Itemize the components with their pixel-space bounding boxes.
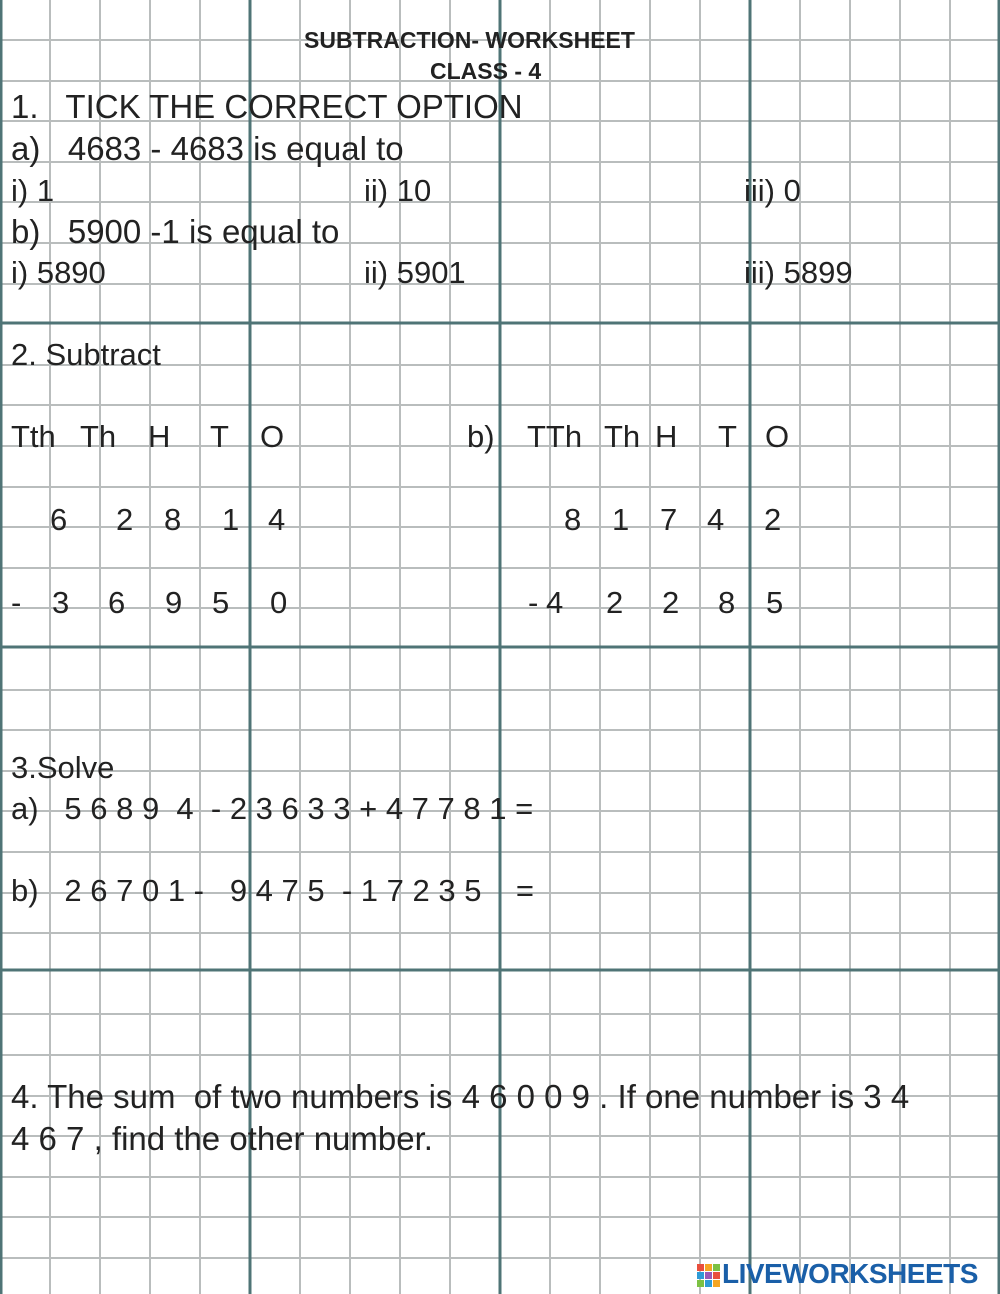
q1a-option-2[interactable]: ii) 10 bbox=[364, 173, 432, 208]
q2b-bottom-digit: 8 bbox=[718, 585, 736, 620]
q2a-header-h: H bbox=[148, 419, 171, 454]
q3b-expression: b) 2 6 7 0 1 - 9 4 7 5 - 1 7 2 3 5 = bbox=[11, 873, 535, 908]
q2b-top-digit: 7 bbox=[660, 502, 678, 537]
q2b-top-digit: 4 bbox=[707, 502, 725, 537]
q2b-header-th: Th bbox=[604, 419, 641, 454]
q2b-bottom-digit: 4 bbox=[546, 585, 564, 620]
q2b-header-h: H bbox=[655, 419, 678, 454]
q2b-top-digit: 2 bbox=[764, 502, 782, 537]
q2a-bottom-digit: 3 bbox=[52, 585, 70, 620]
q2b-header-tth: TTh bbox=[527, 419, 583, 454]
q2b-minus-sign: - bbox=[528, 585, 539, 620]
q4-line-2: 4 6 7 , find the other number. bbox=[11, 1120, 433, 1157]
q2a-top-digit: 4 bbox=[268, 502, 286, 537]
q3a-expression: a) 5 6 8 9 4 - 2 3 6 3 3 + 4 7 7 8 1 = bbox=[11, 791, 534, 826]
q2b-bottom-digit: 5 bbox=[766, 585, 784, 620]
q2b-label: b) bbox=[467, 419, 495, 454]
worksheet-class: CLASS - 4 bbox=[430, 58, 542, 84]
q2a-header-tth: Tth bbox=[11, 419, 56, 454]
q2a-header-th: Th bbox=[80, 419, 117, 454]
q2a-bottom-digit: 0 bbox=[270, 585, 288, 620]
worksheet-title: SUBTRACTION- WORKSHEET bbox=[304, 27, 635, 53]
q1a-option-3[interactable]: iii) 0 bbox=[744, 173, 801, 208]
q2a-top-digit: 8 bbox=[164, 502, 182, 537]
q2a-top-digit: 6 bbox=[50, 502, 68, 537]
q2b-top-digit: 1 bbox=[612, 502, 630, 537]
q1b-option-1[interactable]: i) 5890 bbox=[11, 255, 106, 290]
q2a-header-o: O bbox=[260, 419, 285, 454]
q2a-top-digit: 1 bbox=[222, 502, 240, 537]
q2a-top-digit: 2 bbox=[116, 502, 134, 537]
q3-title: 3.Solve bbox=[11, 750, 115, 785]
q2a-header-t: T bbox=[210, 419, 229, 454]
q1-title: 1. TICK THE CORRECT OPTION bbox=[11, 88, 523, 125]
q1b-option-2[interactable]: ii) 5901 bbox=[364, 255, 466, 290]
q2a-bottom-digit: 5 bbox=[212, 585, 230, 620]
q2-title: 2. Subtract bbox=[11, 337, 161, 372]
logo-mark-icon bbox=[697, 1264, 720, 1287]
q2b-header-t: T bbox=[718, 419, 737, 454]
q4-line-1: 4. The sum of two numbers is 4 6 0 0 9 . If one number is 3 4 bbox=[11, 1078, 910, 1115]
q2a-bottom-digit: 6 bbox=[108, 585, 126, 620]
q1a-option-1[interactable]: i) 1 bbox=[11, 173, 55, 208]
q2a-bottom-digit: 9 bbox=[165, 585, 183, 620]
q2b-bottom-digit: 2 bbox=[662, 585, 680, 620]
logo-text: LIVEWORKSHEETS bbox=[722, 1258, 978, 1289]
q1b-option-3[interactable]: iii) 5899 bbox=[744, 255, 853, 290]
q2b-bottom-digit: 2 bbox=[606, 585, 624, 620]
q2b-header-o: O bbox=[765, 419, 790, 454]
q1b-question: b) 5900 -1 is equal to bbox=[11, 213, 340, 250]
q2b-top-digit: 8 bbox=[564, 502, 582, 537]
q2a-minus-sign: - bbox=[11, 585, 22, 620]
q1a-question: a) 4683 - 4683 is equal to bbox=[11, 130, 404, 167]
